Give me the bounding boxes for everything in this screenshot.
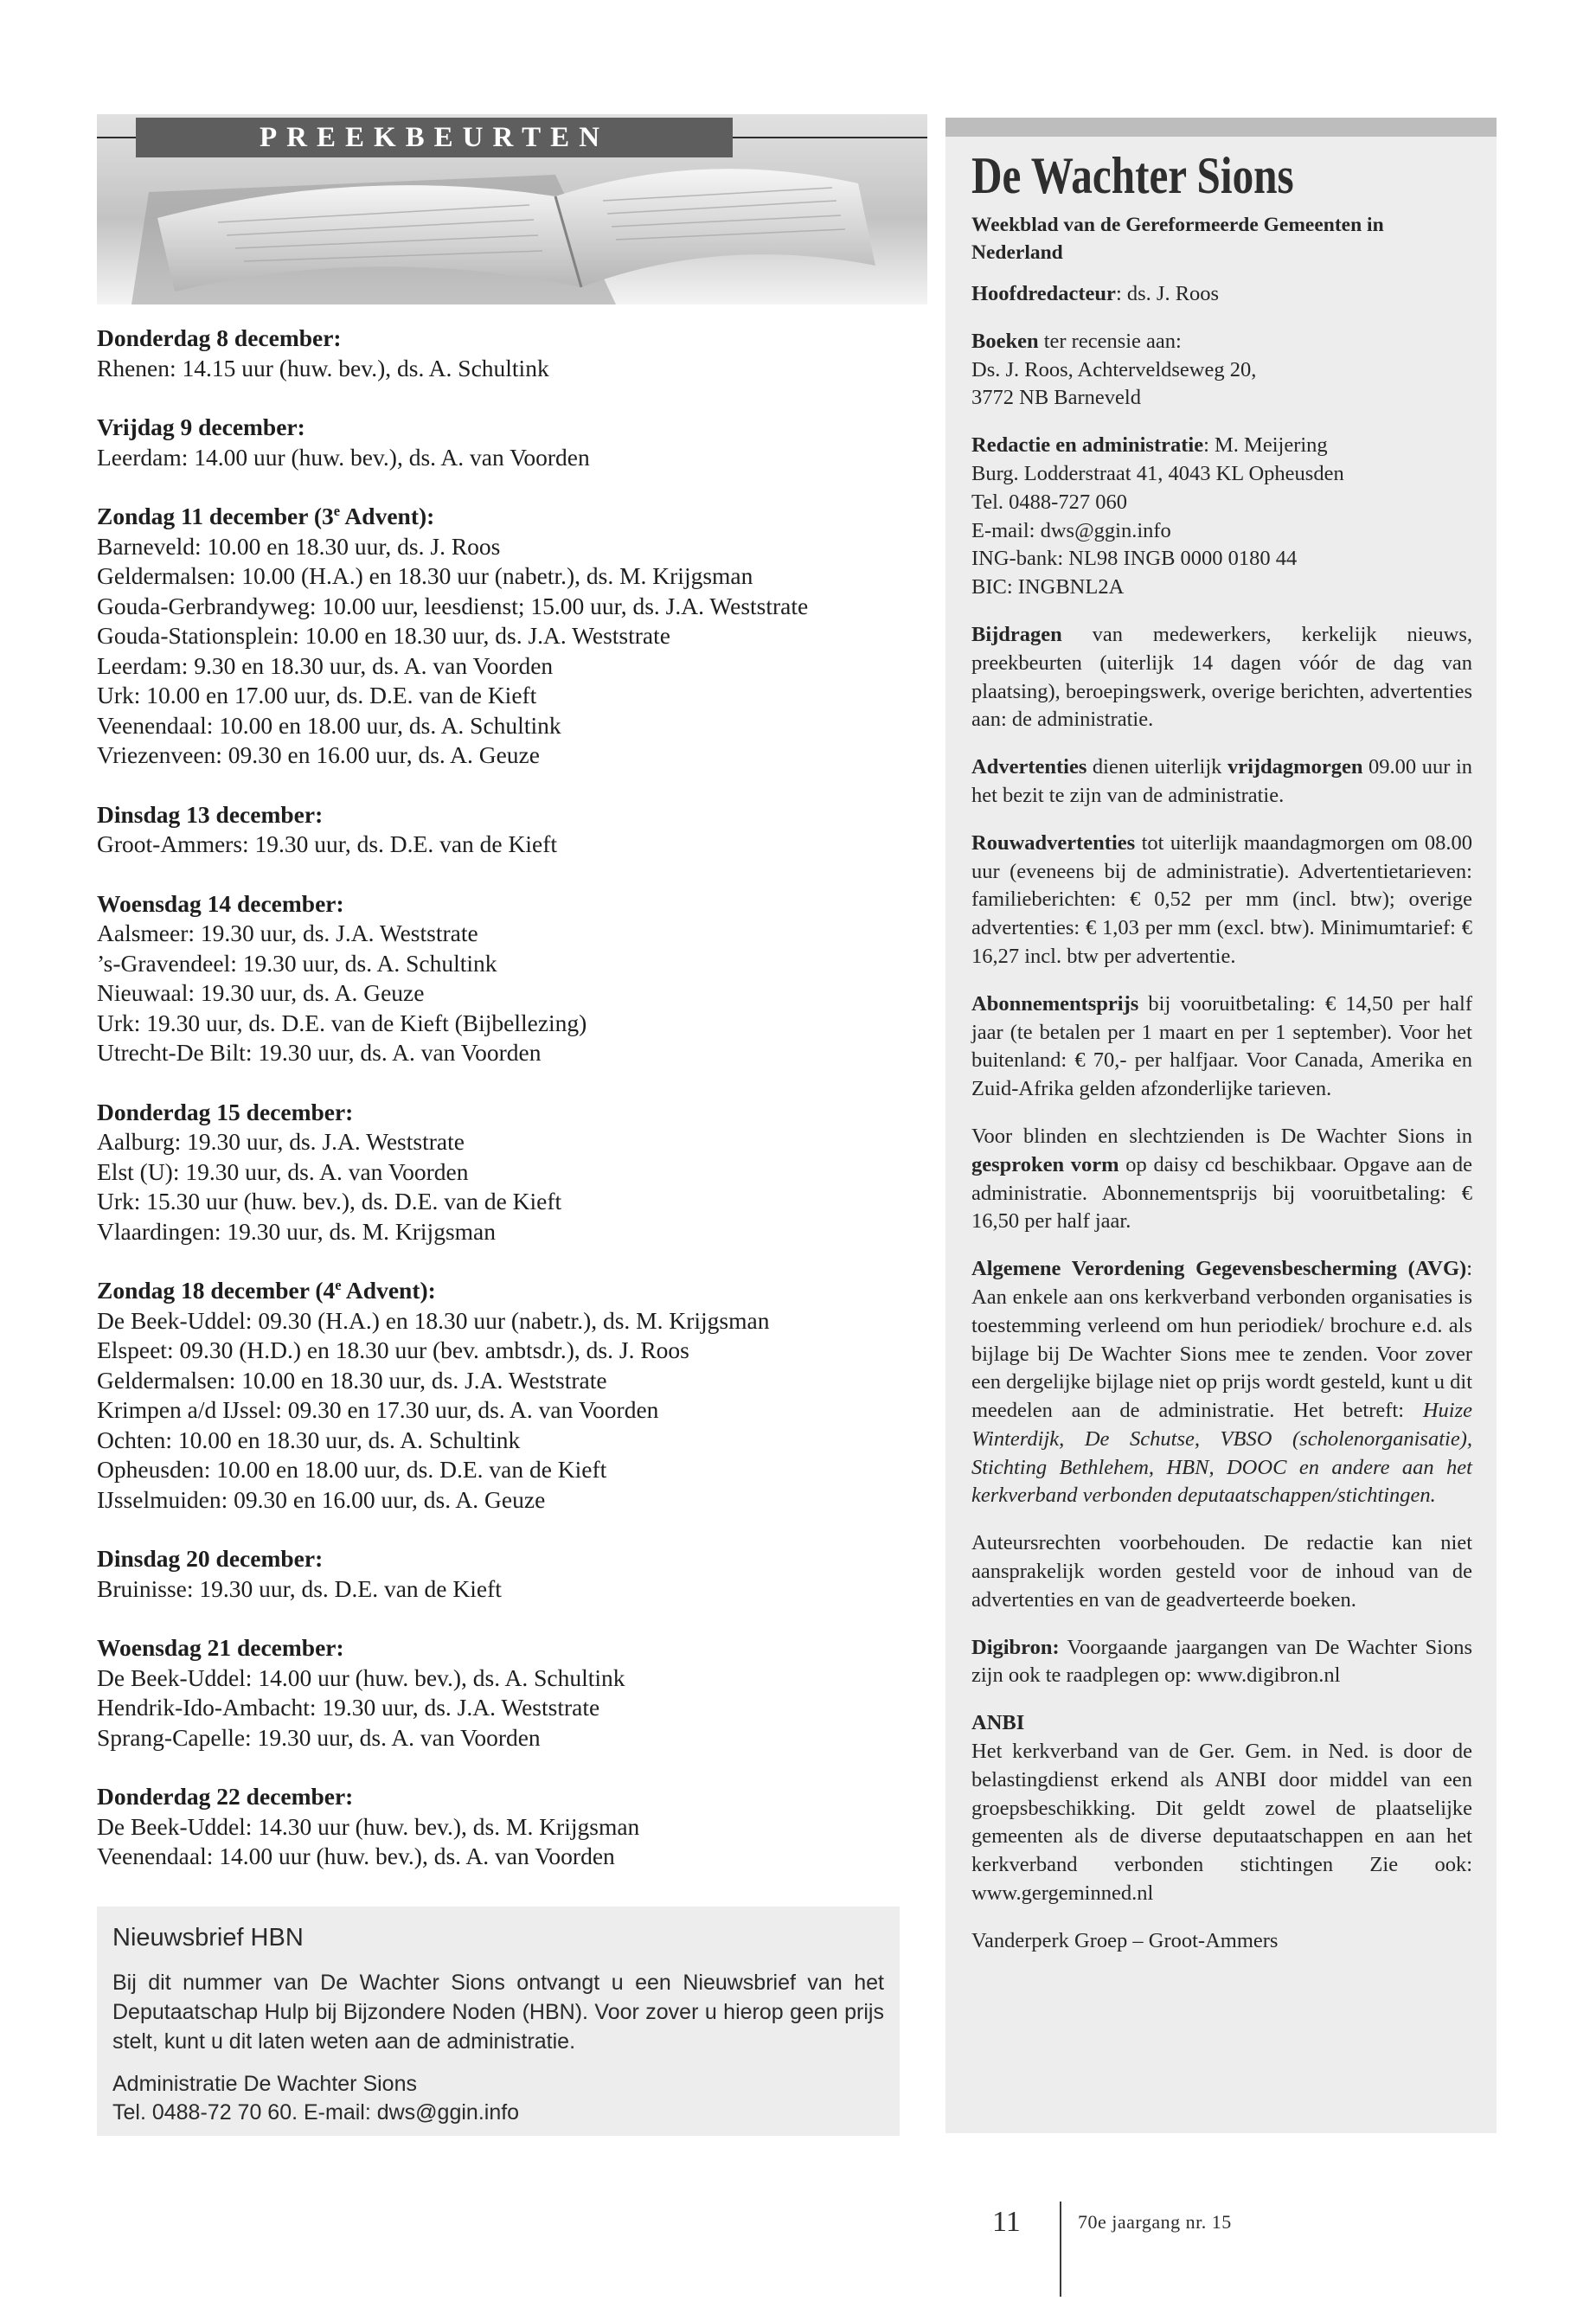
service-line: Urk: 15.30 uur (huw. bev.), ds. D.E. van de Kieft	[97, 1188, 562, 1215]
day-heading: Donderdag 15 december:	[97, 1098, 354, 1125]
admin-block: Redactie en administratie: M. Meijering Burg. Lodderstraat 41, 4043 KL Opheusden Tel. 0488-727 060 E-mail: dws@ggin.info ING-bank: NL98 INGB 0000 0180 44 BIC: INGBNL2A	[971, 433, 1344, 599]
masthead-title: De Wachter Sions	[971, 147, 1294, 204]
schedule-day	[97, 889, 900, 1068]
day-heading: Zondag 11 december (3e Advent):	[97, 502, 435, 529]
service-line: De Beek-Uddel: 14.30 uur (huw. bev.), ds. M. Krijgsman	[97, 1812, 640, 1840]
service-line: Krimpen a/d IJssel: 09.30 en 17.30 uur, ds. A. van Voorden	[97, 1396, 659, 1423]
service-line: ’s-Gravendeel: 19.30 uur, ds. A. Schultink	[97, 949, 497, 977]
schedule-day	[97, 1276, 900, 1515]
contributions-block: Bijdragen van medewerkers, kerkelijk nieuws, preekbeurten (uiterlijk 14 dagen vóór de dag van plaatsing), beroepingswerk, overige berichten, advertenties aan: de administratie.	[971, 622, 1472, 732]
schedule-day	[97, 1098, 900, 1247]
service-line: De Beek-Uddel: 09.30 (H.A.) en 18.30 uur (nabetr.), ds. M. Krijgsman	[97, 1306, 770, 1334]
service-line: Opheusden: 10.00 en 18.00 uur, ds. D.E. van de Kieft	[97, 1456, 607, 1483]
mourning-ads-block: Rouwadvertenties tot uiterlijk maandagmorgen om 08.00 uur (eveneens bij de administratie). Advertentietarieven: familieberichten: € 0,52 per mm (incl. btw); overige advertenties: € 1,03 per mm (excl. btw). Minimumtarief: € 16,27 incl. btw per advertentie.	[971, 830, 1472, 968]
service-line: Elst (U): 19.30 uur, ds. A. van Voorden	[97, 1157, 469, 1185]
preekbeurten-banner	[97, 114, 927, 304]
service-line: Hendrik-Ido-Ambacht: 19.30 uur, ds. J.A. Weststrate	[97, 1694, 600, 1721]
schedule-day	[97, 800, 900, 860]
schedule-day	[97, 413, 900, 472]
digibron-block: Digibron: Voorgaande jaargangen van De Wachter Sions zijn ook te raadplegen op: www.digibron.nl	[971, 1635, 1472, 1688]
preekbeurten-column	[97, 114, 900, 2125]
advertisements-block: Advertenties dienen uiterlijk vrijdagmorgen 09.00 uur in het bezit te zijn van de administratie.	[971, 755, 1473, 807]
hbn-body: Bij dit nummer van De Wachter Sions ontvangt u een Nieuwsbrief van het Deputaatschap Hulp bij Bijzondere Noden (HBN). Voor zover u hierop geen prijs stelt, kunt u dit laten weten aan de administratie.	[112, 1971, 884, 2054]
service-line: De Beek-Uddel: 14.00 uur (huw. bev.), ds. A. Schultink	[97, 1663, 625, 1691]
avg-block: Algemene Verordening Gegevensbescherming (AVG): Aan enkele aan ons kerkverband verbonden organisaties is toestemming verleend om hun periodiek/ brochure e.d. als bijlage bij De Wachter Sions mee te zenden. Voor zover een dergelijke bijlage niet op prijs wordt gesteld, kunt u dit meedelen aan de administratie. Het betreft: Huize Winterdijk, De Schutse, VBSO (scholenorganisatie), Stichting Bethlehem, HBN, DOOC en andere aan het kerkverband verbonden deputaatschappen/stichtingen.	[971, 1257, 1472, 1508]
schedule-day	[97, 1633, 900, 1753]
day-heading: Donderdag 8 december:	[97, 324, 342, 351]
service-line: Elspeet: 09.30 (H.D.) en 18.30 uur (bev. ambtsdr.), ds. J. Roos	[97, 1336, 689, 1363]
books-block: Boeken ter recensie aan: Ds. J. Roos, Achterveldseweg 20, 3772 NB Barneveld	[971, 329, 1257, 410]
copyright-block: Auteursrechten voorbehouden. De redactie kan niet aansprakelijk worden gesteld voor de inhoud van de advertenties en van de geadverteerde boeken.	[971, 1531, 1472, 1612]
schedule-day	[97, 502, 900, 771]
service-line: Aalsmeer: 19.30 uur, ds. J.A. Weststrate	[97, 920, 478, 946]
footer-divider	[1060, 2202, 1061, 2297]
volume-issue: 70e jaargang nr. 15	[1078, 2211, 1232, 2233]
service-line: Ochten: 10.00 en 18.30 uur, ds. A. Schultink	[97, 1426, 521, 1453]
day-heading: Zondag 18 december (4e Advent):	[97, 1276, 436, 1304]
admin-email: E-mail: dws@ggin.info	[971, 518, 1171, 542]
subscription-block: Abonnementsprijs bij vooruitbetaling: € 14,50 per half jaar (te betalen per 1 maart en per 1 september). Voor het buitenland: € 70,- per halfjaar. Voor Canada, Amerika en Zuid-Afrika gelden afzonderlijke tarieven.	[971, 991, 1472, 1101]
schedule-day	[97, 1544, 900, 1604]
service-line: Rhenen: 14.15 uur (huw. bev.), ds. A. Schultink	[97, 354, 549, 381]
hbn-contact-name: Administratie De Wachter Sions	[112, 2072, 417, 2096]
service-line: Bruinisse: 19.30 uur, ds. D.E. van de Kieft	[97, 1574, 502, 1602]
day-heading: Woensdag 21 december:	[97, 1634, 344, 1661]
service-line: Veenendaal: 14.00 uur (huw. bev.), ds. A. van Voorden	[97, 1843, 615, 1869]
service-line: Urk: 19.30 uur, ds. D.E. van de Kieft (Bijbellezing)	[97, 1009, 587, 1036]
service-line: Leerdam: 14.00 uur (huw. bev.), ds. A. van Voorden	[97, 443, 590, 471]
service-line: Veenendaal: 10.00 en 18.00 uur, ds. A. Schultink	[97, 711, 561, 739]
colophon-column	[945, 118, 1497, 2133]
service-line: Nieuwaal: 19.30 uur, ds. A. Geuze	[97, 979, 425, 1006]
service-line: Utrecht-De Bilt: 19.30 uur, ds. A. van Voorden	[97, 1039, 542, 1066]
masthead-subtitle: Weekblad van de Gereformeerde Gemeenten in Nederland	[971, 214, 1384, 264]
service-line: Urk: 10.00 en 17.00 uur, ds. D.E. van de Kieft	[97, 682, 537, 708]
editor-block: Hoofdredacteur: ds. J. Roos	[971, 282, 1220, 305]
hbn-newsletter-box	[97, 1907, 900, 2136]
schedule-list	[97, 324, 900, 1872]
service-line: IJsselmuiden: 09.30 en 16.00 uur, ds. A. Geuze	[97, 1485, 546, 1513]
hbn-contact	[112, 2070, 884, 2127]
service-line: Groot-Ammers: 19.30 uur, ds. D.E. van de Kieft	[97, 830, 557, 857]
schedule-day	[97, 1782, 900, 1872]
schedule-day	[97, 324, 900, 383]
service-line: Aalburg: 19.30 uur, ds. J.A. Weststrate	[97, 1128, 465, 1155]
service-line: Gouda-Gerbrandyweg: 10.00 uur, leesdienst; 15.00 uur, ds. J.A. Weststrate	[97, 592, 809, 619]
day-heading: Dinsdag 20 december:	[97, 1545, 324, 1572]
service-line: Leerdam: 9.30 en 18.30 uur, ds. A. van Voorden	[97, 651, 554, 679]
audio-edition-block: Voor blinden en slechtzienden is De Wachter Sions in gesproken vorm op daisy cd beschikbaar. Opgave aan de administratie. Abonnementsprijs bij vooruitbetaling: € 16,50 per half jaar.	[971, 1124, 1472, 1234]
service-line: Geldermalsen: 10.00 (H.A.) en 18.30 uur (nabetr.), ds. M. Krijgsman	[97, 562, 753, 589]
hbn-contact-details: Tel. 0488-72 70 60. E-mail: dws@ggin.info	[112, 2100, 520, 2125]
day-heading: Dinsdag 13 december:	[97, 800, 324, 828]
anbi-block: ANBI Het kerkverband van de Ger. Gem. in Ned. is door de belastingdienst erkend als ANBI door middel van een groepsbeschikking. Dit geldt zowel de plaatselijke gemeenten als de diverse deputaatschappen en aan het kerkverband verbonden stichtingen Zie ook: www.gergeminned.nl	[971, 1711, 1472, 1906]
section-title: PREEKBEURTEN	[136, 118, 733, 157]
service-line: Vriezenveen: 09.30 en 16.00 uur, ds. A. Geuze	[97, 741, 540, 768]
hbn-title: Nieuwsbrief HBN	[112, 1924, 304, 1952]
day-heading: Woensdag 14 december:	[97, 889, 344, 917]
service-line: Sprang-Capelle: 19.30 uur, ds. A. van Voorden	[97, 1723, 541, 1751]
day-heading: Vrijdag 9 december:	[97, 413, 305, 440]
service-line: Vlaardingen: 19.30 uur, ds. M. Krijgsman	[97, 1217, 496, 1245]
page-number: 11	[992, 2206, 1021, 2238]
service-line: Geldermalsen: 10.00 en 18.30 uur, ds. J.A. Weststrate	[97, 1366, 607, 1394]
day-heading: Donderdag 22 december:	[97, 1783, 354, 1810]
service-line: Barneveld: 10.00 en 18.30 uur, ds. J. Roos	[97, 532, 501, 560]
printer-line: Vanderperk Groep – Groot-Ammers	[971, 1928, 1279, 1952]
service-line: Gouda-Stationsplein: 10.00 en 18.30 uur, ds. J.A. Weststrate	[97, 622, 670, 649]
